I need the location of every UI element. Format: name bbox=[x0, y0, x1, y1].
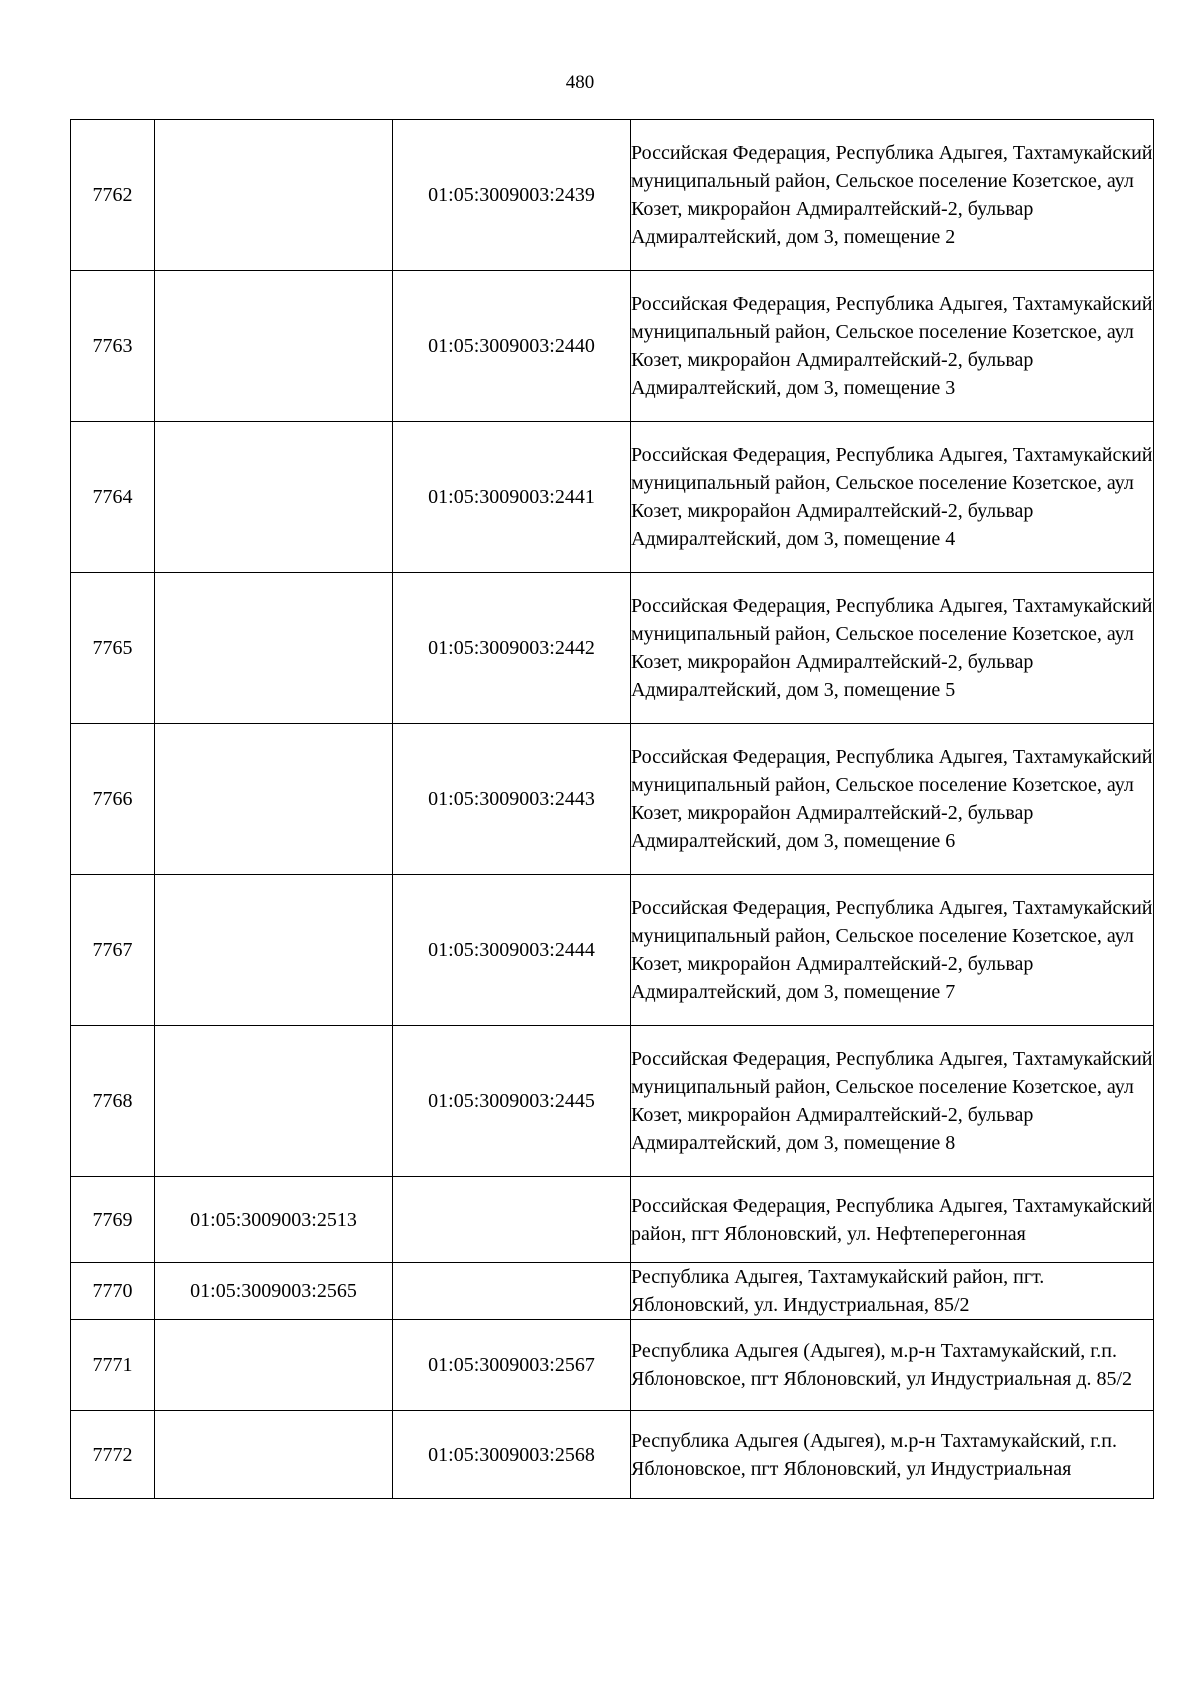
cadastral-number-land bbox=[155, 1320, 393, 1411]
table-row bbox=[71, 1177, 1154, 1263]
row-number: 7770 bbox=[71, 1263, 155, 1320]
table-row bbox=[71, 1411, 1154, 1499]
address-cell: Российская Федерация, Республика Адыгея, Тахтамукайский муниципальный район, Сельское поселение Козетское, аул Козет, микрорайон Адмиралтейский-2, бульвар Адмиралтейский, дом 3, помещение 2 bbox=[631, 120, 1154, 271]
table-row bbox=[71, 120, 1154, 271]
table-row bbox=[71, 724, 1154, 875]
row-number: 7764 bbox=[71, 422, 155, 573]
cadastral-number-object: 01:05:3009003:2443 bbox=[393, 724, 631, 875]
cadastral-number-land bbox=[155, 422, 393, 573]
row-number: 7771 bbox=[71, 1320, 155, 1411]
table-row bbox=[71, 875, 1154, 1026]
address-cell: Российская Федерация, Республика Адыгея, Тахтамукайский муниципальный район, Сельское поселение Козетское, аул Козет, микрорайон Адмиралтейский-2, бульвар Адмиралтейский, дом 3, помещение 8 bbox=[631, 1026, 1154, 1177]
cadastral-number-land bbox=[155, 724, 393, 875]
table-row bbox=[71, 271, 1154, 422]
row-number: 7766 bbox=[71, 724, 155, 875]
address-cell: Российская Федерация, Республика Адыгея, Тахтамукайский район, пгт Яблоновский, ул. Нефтеперегонная bbox=[631, 1177, 1154, 1263]
cadastral-number-land bbox=[155, 120, 393, 271]
cadastral-number-land bbox=[155, 875, 393, 1026]
page-number: 480 bbox=[565, 72, 595, 93]
table-row bbox=[71, 1320, 1154, 1411]
address-cell: Российская Федерация, Республика Адыгея, Тахтамукайский муниципальный район, Сельское поселение Козетское, аул Козет, микрорайон Адмиралтейский-2, бульвар Адмиралтейский, дом 3, помещение 7 bbox=[631, 875, 1154, 1026]
row-number: 7763 bbox=[71, 271, 155, 422]
cadastral-number-land: 01:05:3009003:2565 bbox=[155, 1263, 393, 1320]
row-number: 7762 bbox=[71, 120, 155, 271]
cadastral-number-object: 01:05:3009003:2444 bbox=[393, 875, 631, 1026]
address-cell: Российская Федерация, Республика Адыгея, Тахтамукайский муниципальный район, Сельское поселение Козетское, аул Козет, микрорайон Адмиралтейский-2, бульвар Адмиралтейский, дом 3, помещение 6 bbox=[631, 724, 1154, 875]
address-cell: Российская Федерация, Республика Адыгея, Тахтамукайский муниципальный район, Сельское поселение Козетское, аул Козет, микрорайон Адмиралтейский-2, бульвар Адмиралтейский, дом 3, помещение 3 bbox=[631, 271, 1154, 422]
table-row bbox=[71, 573, 1154, 724]
cadastral-number-object: 01:05:3009003:2439 bbox=[393, 120, 631, 271]
cadastral-number-object bbox=[393, 1263, 631, 1320]
cadastral-number-object: 01:05:3009003:2567 bbox=[393, 1320, 631, 1411]
row-number: 7768 bbox=[71, 1026, 155, 1177]
table-row bbox=[71, 422, 1154, 573]
registry-table bbox=[70, 119, 1154, 1499]
cadastral-number-land bbox=[155, 1026, 393, 1177]
table-row bbox=[71, 1026, 1154, 1177]
cadastral-number-land bbox=[155, 271, 393, 422]
cadastral-number-land bbox=[155, 573, 393, 724]
address-cell: Республика Адыгея, Тахтамукайский район, пгт. Яблоновский, ул. Индустриальная, 85/2 bbox=[631, 1263, 1154, 1320]
cadastral-number-land: 01:05:3009003:2513 bbox=[155, 1177, 393, 1263]
cadastral-number-land bbox=[155, 1411, 393, 1499]
table-row bbox=[71, 1263, 1154, 1320]
cadastral-number-object: 01:05:3009003:2445 bbox=[393, 1026, 631, 1177]
row-number: 7767 bbox=[71, 875, 155, 1026]
row-number: 7765 bbox=[71, 573, 155, 724]
address-cell: Республика Адыгея (Адыгея), м.р-н Тахтамукайский, г.п. Яблоновское, пгт Яблоновский, ул Индустриальная bbox=[631, 1411, 1154, 1499]
row-number: 7769 bbox=[71, 1177, 155, 1263]
address-cell: Российская Федерация, Республика Адыгея, Тахтамукайский муниципальный район, Сельское поселение Козетское, аул Козет, микрорайон Адмиралтейский-2, бульвар Адмиралтейский, дом 3, помещение 4 bbox=[631, 422, 1154, 573]
cadastral-number-object: 01:05:3009003:2441 bbox=[393, 422, 631, 573]
row-number: 7772 bbox=[71, 1411, 155, 1499]
address-cell: Российская Федерация, Республика Адыгея, Тахтамукайский муниципальный район, Сельское поселение Козетское, аул Козет, микрорайон Адмиралтейский-2, бульвар Адмиралтейский, дом 3, помещение 5 bbox=[631, 573, 1154, 724]
cadastral-number-object: 01:05:3009003:2442 bbox=[393, 573, 631, 724]
address-cell: Республика Адыгея (Адыгея), м.р-н Тахтамукайский, г.п. Яблоновское, пгт Яблоновский, ул Индустриальная д. 85/2 bbox=[631, 1320, 1154, 1411]
cadastral-number-object bbox=[393, 1177, 631, 1263]
cadastral-number-object: 01:05:3009003:2440 bbox=[393, 271, 631, 422]
cadastral-number-object: 01:05:3009003:2568 bbox=[393, 1411, 631, 1499]
